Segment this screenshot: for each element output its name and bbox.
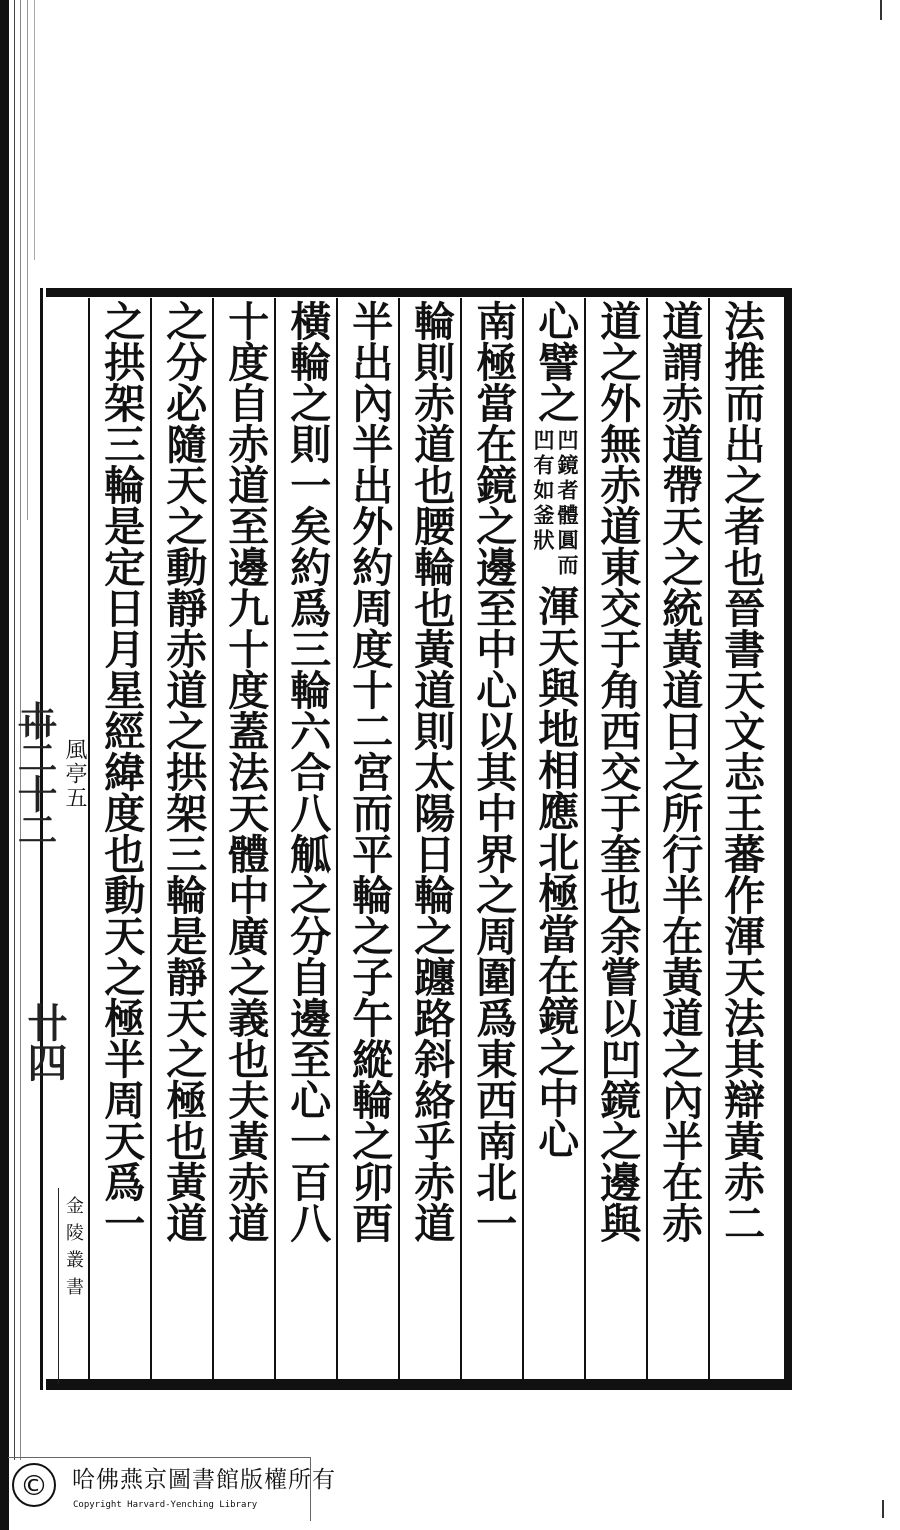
text-column-2 [650,300,708,1380]
column-divider [274,298,276,1380]
column-text: 輪則赤道也腰輪也黃道則太陽日輪之躔路斜絡乎赤道 [407,300,456,1243]
column-text: 半出內半出外約周度十二宮而平輪之子午縱輪之卯酉 [345,300,394,1243]
text-column-11 [92,300,150,1380]
note-line: 凹鏡者體圓而 [555,429,580,579]
column-text: 之拱架三輪是定日月星經緯度也動天之極半周天爲一 [97,300,146,1243]
column-text: 道之外無赤道東交于角西交于奎也余嘗以凹鏡之邊與 [593,300,642,1243]
text-column-5 [464,300,522,1380]
column-text: 心譬之 [531,300,580,423]
interlinear-note [532,429,578,579]
page-edge-line [27,0,28,520]
spine-publisher-label: 金陵叢書 [63,1196,84,1304]
column-text: 橫輪之則一矣約爲三輪六合八觚之分自邊至心一百八 [283,300,332,1243]
text-column-8 [278,300,336,1380]
spine-series-label: 風亭五 [62,738,87,810]
column-text: 南極當在鏡之邊至中心以其中界之周圍爲東西南北一 [469,300,518,1243]
page-edge-line [34,0,35,260]
text-column-4 [526,300,584,1380]
page-edge-shadow [0,0,9,1530]
column-text: 之分必隨天之動靜赤道之拱架三輪是靜天之極也黃道 [159,300,208,1243]
text-column-1 [712,300,770,1380]
column-divider [522,298,524,1380]
spine-upper-mark: 𠦃二十二 [13,700,60,844]
scan-speck [882,1500,884,1518]
column-divider [398,298,400,1380]
column-divider [336,298,338,1380]
column-divider [646,298,648,1380]
copyright-icon: © [12,1463,56,1507]
text-column-9 [216,300,274,1380]
column-text: 道謂赤道帶天之統黃道日之所行半在黃道之內半在赤 [655,300,704,1243]
text-column-7 [340,300,398,1380]
text-column-3 [588,300,646,1380]
column-divider [584,298,586,1380]
copyright-border [8,1457,310,1458]
text-column-6 [402,300,460,1380]
column-text: 十度自赤道至邊九十度蓋法天體中廣之義也夫黃赤道 [221,300,270,1243]
scan-speck [880,0,882,20]
copyright-text-en: Copyright Harvard-Yenching Library [73,1500,258,1510]
spine-lower-mark: 卄四 [21,1002,68,1082]
column-divider [460,298,462,1380]
column-text: 法推而出之者也晉書天文志王蕃作渾天法其辯黃赤二 [717,300,766,1243]
text-column-10 [154,300,212,1380]
note-line: 凹有如釜狀 [531,429,556,554]
column-divider [212,298,214,1380]
column-divider [708,298,710,1380]
copyright-text-cn: 哈佛燕京圖書館版權所有 [72,1467,336,1493]
column-divider [150,298,152,1380]
column-divider [88,298,90,1380]
column-text: 渾天與地相應北極當在鏡之中心 [531,585,580,1159]
